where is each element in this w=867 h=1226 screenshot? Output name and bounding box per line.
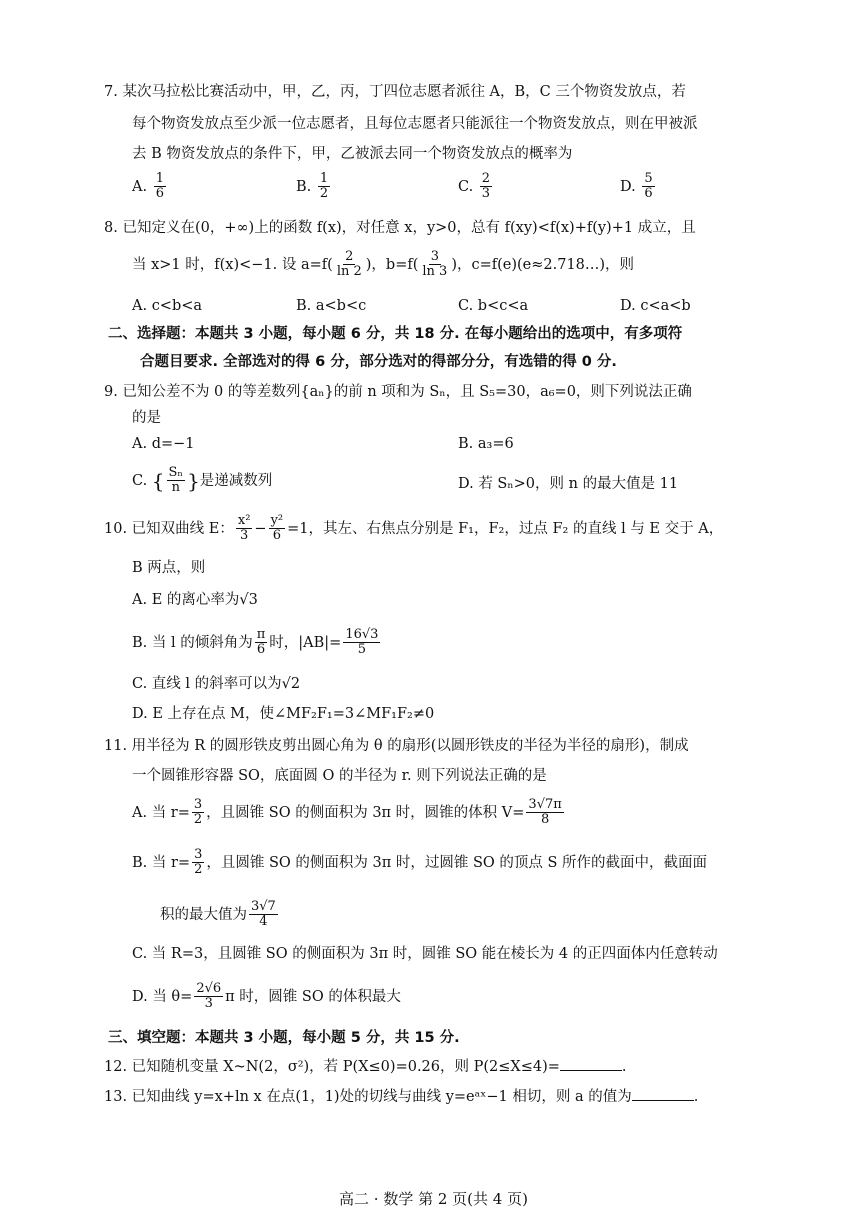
q8-line2: 当 x>1 时，f(x)<−1. 设 a=f( $\frac{2}{\ln 2}$ )，b=f( $\frac{3}{\ln 3}$ )，c=f(e)(e≈2.718…)，则 [132, 249, 635, 280]
q11-option-b: B. 当 r= $\frac{3}{2}$ ，且圆锥 SO 的侧面积为 3π 时，过圆锥 SO 的顶点 S 所作的截面中，截面面 [132, 847, 708, 878]
q8-option-b: B. a<b<c [296, 298, 367, 314]
q10-option-d: D. E 上存在点 M，使∠MF₂F₁=3∠MF₁F₂≠0 [132, 706, 435, 722]
q8-option-c: C. b<c<a [458, 298, 529, 314]
q11-option-a: A. 当 r= $\frac{3}{2}$ ，且圆锥 SO 的侧面积为 3π 时，圆锥的体积 V= $\frac{3√7\pi}{8}$ [132, 797, 562, 828]
q7-option-a: A. $\frac{1}{6}$ [132, 171, 164, 202]
q7-line2: 每个物资发放点至少派一位志愿者，且每位志愿者只能派往一个物资发放点，则在甲被派 [132, 116, 698, 132]
q10-option-a: A. E 的离心率为√3 [132, 592, 258, 608]
q7-option-b: B. $\frac{1}{2}$ [296, 171, 329, 202]
q9-option-d: D. 若 Sₙ>0，则 n 的最大值是 11 [458, 476, 679, 492]
q10-line1: 10. 已知双曲线 E： $\frac{\text{x²}}{3}$ − $\frac{\text{y²}}{6}$ =1，其左、右焦点分别是 F₁，F₂，过点 F₂ 的直线 l 与 E 交于 A， [104, 513, 724, 544]
q11-option-c: C. 当 R=3，且圆锥 SO 的侧面积为 3π 时，圆锥 SO 能在棱长为 4 的正四面体内任意转动 [132, 946, 718, 962]
q10-option-c: C. 直线 l 的斜率可以为√2 [132, 676, 301, 692]
q8-option-d: D. c<a<b [620, 298, 691, 314]
q11-option-d: D. 当 θ= $\frac{2√6}{3}$ π 时，圆锥 SO 的体积最大 [132, 981, 401, 1012]
q10-option-b: B. 当 l 的倾斜角为 $\frac{\pi}{6}$ 时，|AB|= $\frac{16√3}{5}$ [132, 627, 379, 658]
q7-option-d: D. $\frac{5}{6}$ [620, 171, 653, 202]
q11-line2: 一个圆锥形容器 SO，底面圆 O 的半径为 r. 则下列说法正确的是 [132, 768, 547, 784]
q8-option-a: A. c<b<a [132, 298, 203, 314]
q12-line: 12. 已知随机变量 X~N(2，σ²)，若 P(X≤0)=0.26，则 P(2≤X≤4)= . [104, 1059, 627, 1075]
q13-line: 13. 已知曲线 y=x+ln x 在点(1，1)处的切线与曲线 y=eᵃˣ−1 相切，则 a 的值为 . [104, 1089, 699, 1105]
q9-option-b: B. a₃=6 [458, 436, 514, 452]
q9-line1: 9. 已知公差不为 0 的等差数列{aₙ}的前 n 项和为 Sₙ，且 S₅=30，a₆=0，则下列说法正确 [104, 384, 692, 400]
page-footer: 高二 · 数学 第 2 页(共 4 页) [339, 1190, 528, 1208]
q13-answer-blank[interactable] [632, 1088, 694, 1101]
q10-line2: B 两点，则 [132, 560, 206, 576]
section2-instructions: 合题目要求. 全部选对的得 6 分，部分选对的得部分分，有选错的得 0 分. [140, 354, 617, 370]
q9-line2: 的是 [132, 410, 161, 426]
q11-line1: 11. 用半径为 R 的圆形铁皮剪出圆心角为 θ 的扇形(以圆形铁皮的半径为半径的扇形)，制成 [104, 738, 689, 754]
q12-answer-blank[interactable] [560, 1058, 622, 1071]
q8-line1: 8. 已知定义在(0，+∞)上的函数 f(x)，对任意 x，y>0，总有 f(xy)<f(x)+f(y)+1 成立，且 [104, 220, 696, 236]
section3-heading: 三、填空题：本题共 3 小题，每小题 5 分，共 15 分. [108, 1030, 460, 1046]
q9-option-a: A. d=−1 [132, 436, 195, 452]
section2-heading: 二、选择题：本题共 3 小题，每小题 6 分，共 18 分. 在每小题给出的选项中，有多项符 [108, 326, 683, 342]
q9-option-c: C. { $\frac{\text{Sₙ}}{n}$ }是递减数列 [132, 465, 273, 496]
q7-option-c: C. $\frac{2}{3}$ [458, 171, 491, 202]
q7-line3: 去 B 物资发放点的条件下，甲，乙被派去同一个物资发放点的概率为 [132, 146, 573, 162]
q11-option-b-cont: 积的最大值为 $\frac{3√7}{4}$ [160, 899, 276, 930]
q7-line1: 7. 某次马拉松比赛活动中，甲，乙，丙，丁四位志愿者派往 A，B，C 三个物资发放点，若 [104, 84, 686, 100]
